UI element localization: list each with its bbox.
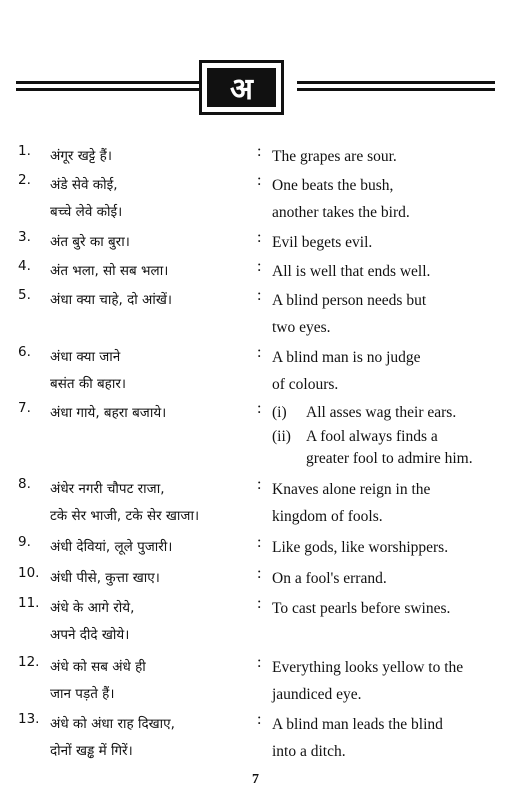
hindi-line: अंधे को सब अंधे ही bbox=[50, 659, 146, 675]
hindi-line: अपने दीदे खोये। bbox=[50, 627, 130, 643]
english-line: jaundiced eye. bbox=[272, 686, 362, 703]
entry-number: 8. bbox=[18, 476, 31, 492]
section-letter-box bbox=[199, 60, 284, 115]
hindi-proverb bbox=[50, 258, 168, 285]
hindi-line: अंत बुरे का बुरा। bbox=[50, 234, 130, 250]
separator-colon: : bbox=[257, 287, 262, 304]
hindi-line: अंडे सेवे कोई, bbox=[50, 177, 118, 193]
sub-meaning-line: All asses wag their ears. bbox=[306, 404, 457, 421]
english-line: To cast pearls before swines. bbox=[272, 600, 451, 617]
english-line: Evil begets evil. bbox=[272, 234, 373, 251]
english-line: A blind person needs but bbox=[272, 292, 427, 309]
entry-number: 6. bbox=[18, 344, 31, 360]
separator-colon: : bbox=[257, 143, 262, 160]
hindi-proverb bbox=[50, 400, 166, 427]
hindi-proverb bbox=[50, 172, 122, 226]
hindi-proverb bbox=[50, 344, 126, 398]
sub-meaning-line: A fool always finds a bbox=[306, 428, 438, 445]
hindi-proverb bbox=[50, 143, 112, 170]
entry-number: 12. bbox=[18, 654, 40, 670]
header-rule-left-bottom bbox=[16, 88, 201, 91]
entry-number: 1. bbox=[18, 143, 31, 159]
hindi-proverb bbox=[50, 476, 199, 530]
english-line: A blind man leads the blind bbox=[272, 716, 443, 733]
hindi-proverb bbox=[50, 711, 175, 765]
separator-colon: : bbox=[257, 595, 262, 612]
separator-colon: : bbox=[257, 534, 262, 551]
hindi-line: अंधे के आगे रोये, bbox=[50, 600, 135, 616]
english-line: On a fool's errand. bbox=[272, 570, 387, 587]
english-meaning bbox=[272, 229, 500, 256]
english-meaning bbox=[272, 287, 500, 341]
separator-colon: : bbox=[257, 400, 262, 417]
english-meaning bbox=[272, 258, 500, 285]
entry-number: 10. bbox=[18, 565, 40, 581]
hindi-line: अंगूर खट्टे हैं। bbox=[50, 148, 112, 164]
hindi-line: अंधा गाये, बहरा बजाये। bbox=[50, 405, 167, 421]
english-line: All is well that ends well. bbox=[272, 263, 431, 280]
hindi-line: बच्चे लेवे कोई। bbox=[50, 204, 123, 220]
entry-number: 4. bbox=[18, 258, 31, 274]
entry-number: 5. bbox=[18, 287, 31, 303]
hindi-line: बसंत की बहार। bbox=[50, 376, 126, 392]
separator-colon: : bbox=[257, 172, 262, 189]
hindi-proverb bbox=[50, 565, 160, 592]
entry-number: 9. bbox=[18, 534, 31, 550]
sub-marker: (i) bbox=[272, 404, 287, 421]
english-meaning bbox=[272, 565, 500, 592]
english-line: Everything looks yellow to the bbox=[272, 659, 464, 676]
header-rule-right-bottom bbox=[297, 88, 495, 91]
hindi-proverb bbox=[50, 287, 172, 314]
english-meaning bbox=[272, 711, 500, 765]
english-meaning bbox=[272, 344, 500, 398]
english-meaning bbox=[272, 654, 500, 708]
separator-colon: : bbox=[257, 711, 262, 728]
hindi-proverb bbox=[50, 654, 146, 708]
separator-colon: : bbox=[257, 344, 262, 361]
separator-colon: : bbox=[257, 229, 262, 246]
hindi-line: टके सेर भाजी, टके सेर खाजा। bbox=[50, 508, 200, 524]
hindi-line: दोनों खड्ढ में गिरें। bbox=[50, 743, 133, 759]
hindi-line: अंधा क्या चाहे, दो आंखें। bbox=[50, 292, 172, 308]
hindi-line: अंधे को अंधा राह दिखाए, bbox=[50, 716, 175, 732]
english-line: Knaves alone reign in the bbox=[272, 481, 431, 498]
english-meaning bbox=[272, 534, 500, 561]
entry-number: 7. bbox=[18, 400, 31, 416]
hindi-proverb bbox=[50, 595, 134, 649]
page-number: 7 bbox=[252, 772, 259, 787]
english-line: another takes the bird. bbox=[272, 204, 410, 221]
english-meaning bbox=[272, 172, 500, 226]
hindi-proverb bbox=[50, 229, 130, 256]
sub-marker: (ii) bbox=[272, 428, 291, 445]
hindi-line: जान पड़ते हैं। bbox=[50, 686, 115, 702]
separator-colon: : bbox=[257, 654, 262, 671]
english-line: kingdom of fools. bbox=[272, 508, 383, 525]
entry-number: 2. bbox=[18, 172, 31, 188]
english-meaning bbox=[272, 595, 500, 622]
english-line: Like gods, like worshippers. bbox=[272, 539, 449, 556]
english-line: two eyes. bbox=[272, 319, 331, 336]
hindi-line: अंधी देवियां, लूले पुजारी। bbox=[50, 539, 173, 555]
entry-number: 3. bbox=[18, 229, 31, 245]
hindi-line: अंधी पीसे, कुत्ता खाए। bbox=[50, 570, 160, 586]
english-line: The grapes are sour. bbox=[272, 148, 397, 165]
separator-colon: : bbox=[257, 565, 262, 582]
separator-colon: : bbox=[257, 258, 262, 275]
english-line: One beats the bush, bbox=[272, 177, 394, 194]
hindi-line: अंधेर नगरी चौपट राजा, bbox=[50, 481, 165, 497]
section-letter: अ bbox=[207, 68, 276, 107]
entry-number: 13. bbox=[18, 711, 40, 727]
sub-meaning-line: greater fool to admire him. bbox=[306, 450, 473, 467]
english-meaning bbox=[272, 476, 500, 530]
header-rule-left-top bbox=[16, 81, 201, 84]
hindi-proverb bbox=[50, 534, 172, 561]
english-line: of colours. bbox=[272, 376, 339, 393]
english-line: into a ditch. bbox=[272, 743, 346, 760]
english-meaning bbox=[272, 143, 500, 170]
hindi-line: अंधा क्या जाने bbox=[50, 349, 121, 365]
separator-colon: : bbox=[257, 476, 262, 493]
entry-number: 11. bbox=[18, 595, 40, 611]
header-rule-right-top bbox=[297, 81, 495, 84]
hindi-line: अंत भला, सो सब भला। bbox=[50, 263, 169, 279]
english-line: A blind man is no judge bbox=[272, 349, 421, 366]
